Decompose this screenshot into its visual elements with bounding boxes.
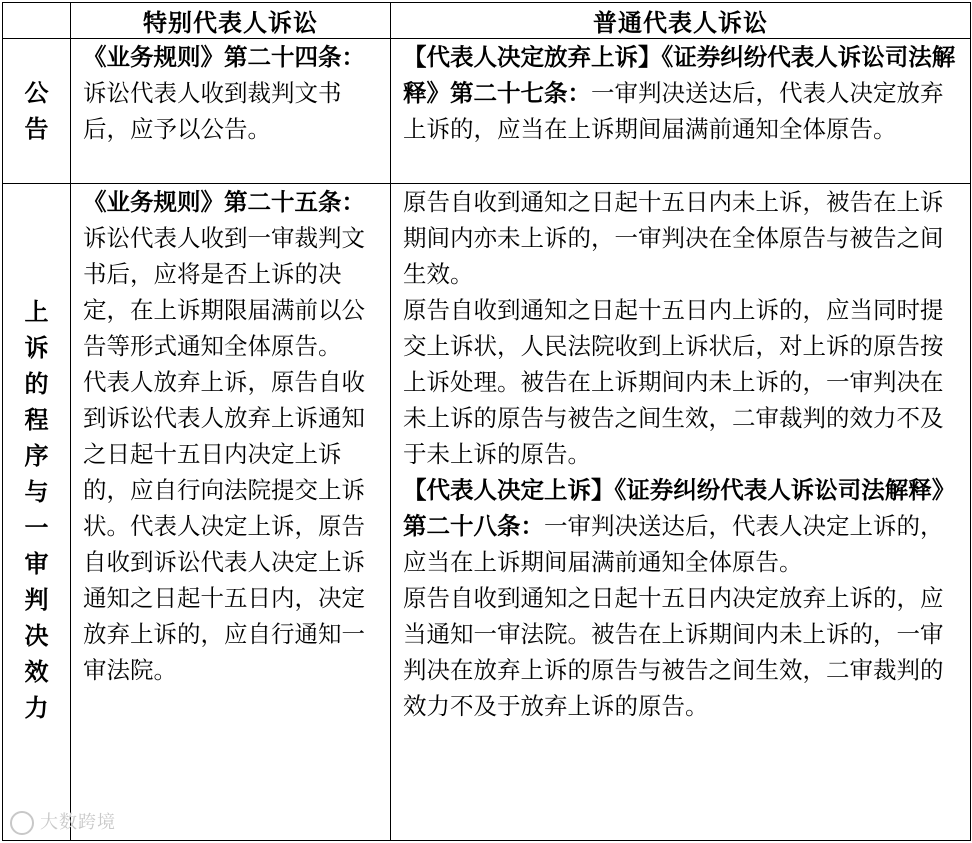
paragraph: 原告自收到通知之日起十五日内上诉的，应当同时提交上诉状，人民法院收到上诉状后，对上诉的原告按上诉处理。被告在上诉期间内未上诉的，一审判决在未上诉的原告与被告之间生效，二审裁判的效力不及于未上诉的原告。 <box>403 296 944 468</box>
cell-special-announcement <box>71 39 391 184</box>
watermark-logo-icon <box>10 811 34 835</box>
watermark-text: 大数跨境 <box>40 812 116 833</box>
paragraph: 【代表人决定上诉】《证券纠纷代表人诉讼司法解释》第二十八条：一审判决送达后，代表人决定上诉的，应当在上诉期间届满前通知全体原告。 <box>403 476 956 576</box>
header-ordinary-representative-litigation: 普通代表人诉讼 <box>391 3 971 39</box>
paragraph: 《业务规则》第二十五条：诉讼代表人收到一审裁判文书后，应将是否上诉的决定，在上诉期限届满前以公告等形式通知全体原告。 <box>83 188 365 360</box>
watermark <box>10 808 116 835</box>
paragraph: 代表人放弃上诉，原告自收到诉讼代表人放弃上诉通知之日起十五日内决定上诉的，应自行向法院提交上诉状。代表人决定上诉，原告自收到诉讼代表人决定上诉通知之日起十五日内，决定放弃上诉的，应自行通知一审法院。 <box>83 368 365 684</box>
row-appeal-procedure <box>3 184 971 841</box>
row-announcement <box>3 39 971 184</box>
paragraph: 原告自收到通知之日起十五日内未上诉，被告在上诉期间内亦未上诉的，一审判决在全体原告与被告之间生效。 <box>403 188 944 288</box>
header-special-representative-litigation: 特别代表人诉讼 <box>71 3 391 39</box>
cell-ordinary-announcement <box>391 39 971 184</box>
corner-header <box>3 3 71 39</box>
header-row <box>3 3 971 39</box>
cell-special-appeal <box>71 184 391 841</box>
paragraph: 原告自收到通知之日起十五日内决定放弃上诉的，应当通知一审法院。被告在上诉期间内未上诉的，一审判决在放弃上诉的原告与被告之间生效，二审裁判的效力不及于放弃上诉的原告。 <box>403 584 944 720</box>
paragraph: 《业务规则》第二十四条：诉讼代表人收到裁判文书后，应予以公告。 <box>83 43 365 143</box>
row-label-announcement: 公告 <box>3 39 71 184</box>
paragraph: 【代表人决定放弃上诉】《证券纠纷代表人诉讼司法解释》第二十七条：一审判决送达后，代表人决定放弃上诉的，应当在上诉期间届满前通知全体原告。 <box>403 43 956 143</box>
cell-ordinary-appeal <box>391 184 971 841</box>
row-label-appeal-procedure: 上诉的程序与一审判决效力 <box>3 184 71 841</box>
comparison-table <box>2 2 971 841</box>
